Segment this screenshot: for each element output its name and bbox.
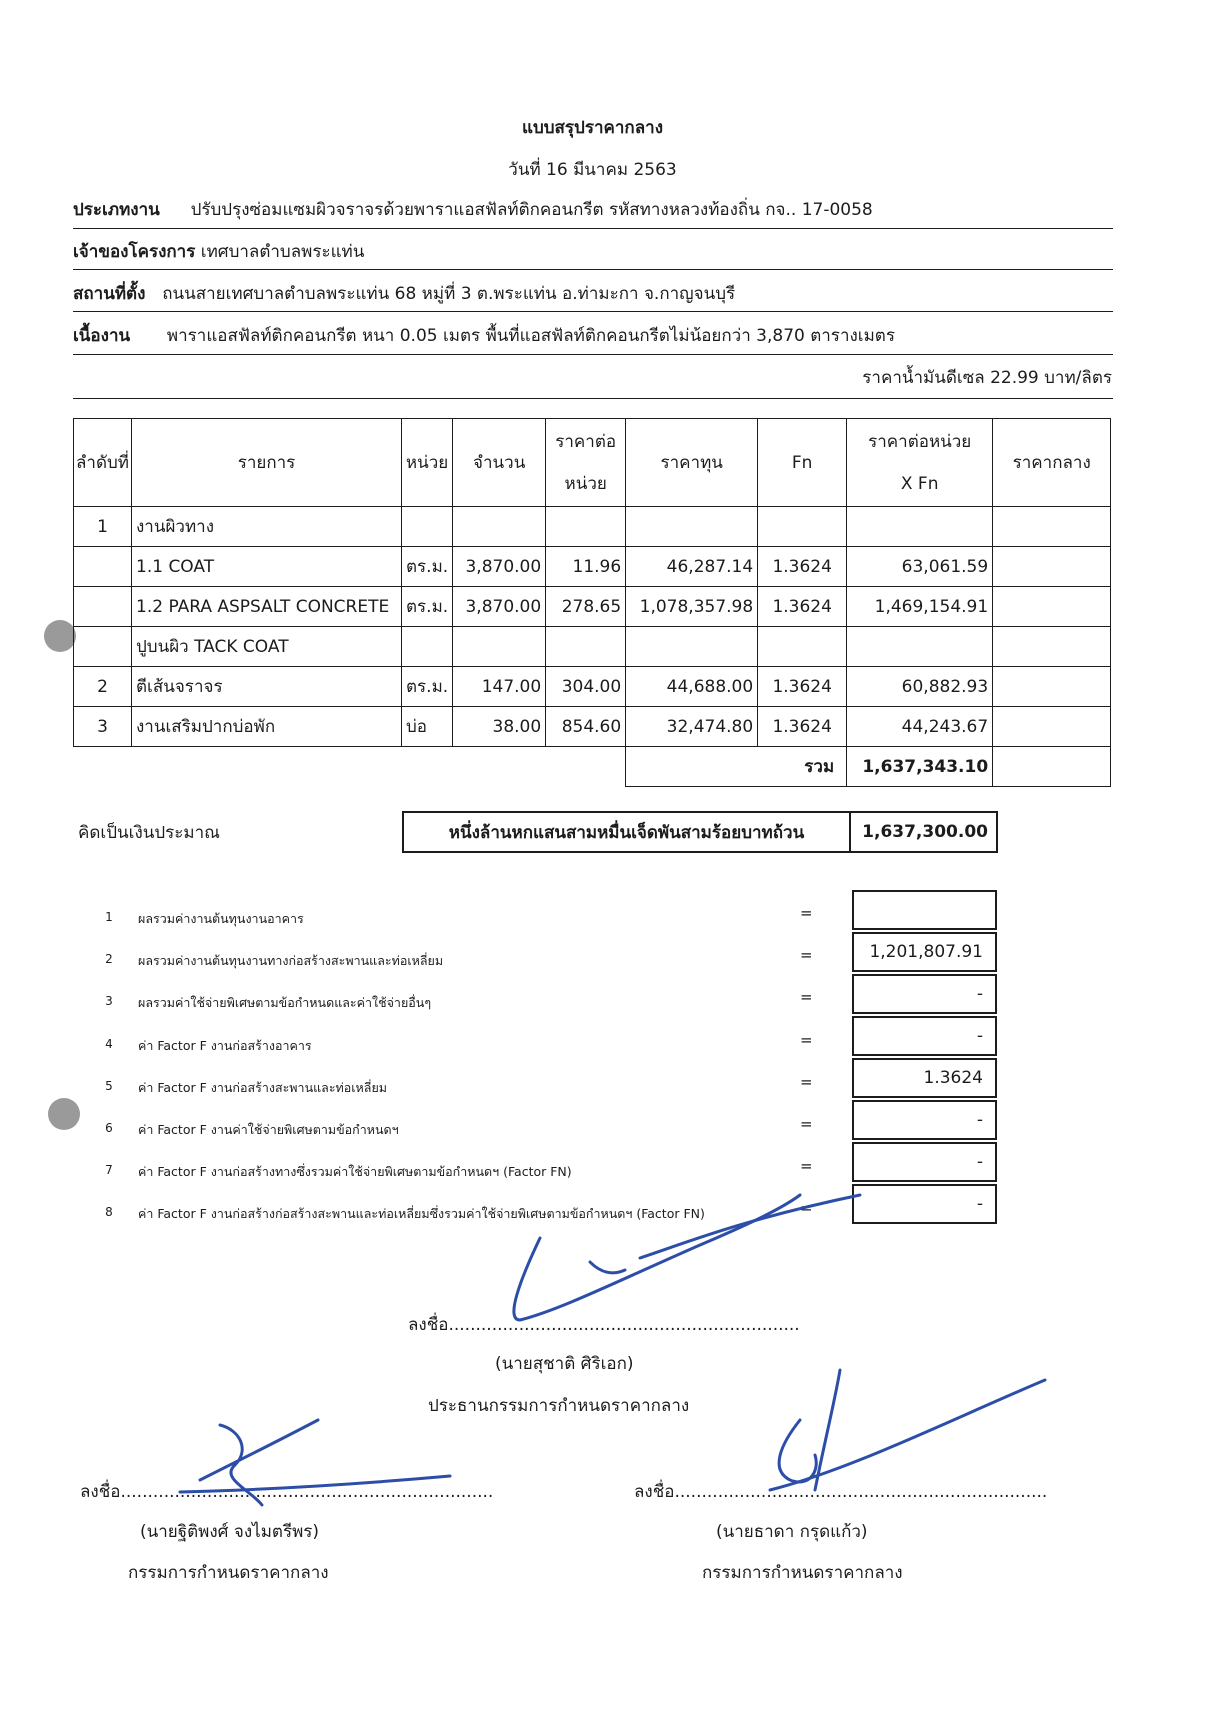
table-row: ปูบนผิว TACK COAT — [74, 627, 1111, 667]
approx-label: คิดเป็นเงินประมาณ — [78, 823, 220, 843]
scope-value: พาราแอสฟัลท์ติกคอนกรีต หนา 0.05 เมตร พื้นที่แอสฟัลท์ติกคอนกรีตไม่น้อยกว่า 3,870 ตารางเมตร — [166, 326, 895, 346]
header-cost: ราคาทุน — [626, 419, 758, 507]
left-title: กรรมการกำหนดราคากลาง — [128, 1563, 329, 1583]
header-item: รายการ — [132, 419, 402, 507]
scope-label: เนื้องาน — [73, 326, 131, 346]
table-row: 1 งานผิวทาง — [74, 507, 1111, 547]
document-date: วันที่ 16 มีนาคม 2563 — [508, 160, 677, 180]
right-sign-line: ลงชื่อ..................................................................... — [634, 1482, 1048, 1502]
total-label: รวม — [626, 747, 847, 787]
approx-value: 1,637,300.00 — [850, 812, 997, 852]
right-title: กรรมการกำหนดราคากลาง — [702, 1563, 903, 1583]
location-value: ถนนสายเทศบาลตำบลพระแท่น 68 หมู่ที่ 3 ต.พระแท่น อ.ท่ามะกา จ.กาญจนบุรี — [162, 284, 736, 304]
right-name: (นายธาดา กรุดแก้ว) — [716, 1522, 868, 1542]
chair-signature — [640, 1195, 860, 1258]
chair-name: (นายสุชาติ ศิริเอก) — [495, 1354, 634, 1374]
left-signature — [180, 1420, 450, 1505]
header-unit: หน่วย — [402, 419, 453, 507]
table-row: 1.1 COAT ตร.ม. 3,870.00 11.96 46,287.14 1.3624 63,061.59 — [74, 547, 1111, 587]
chair-signature — [514, 1195, 800, 1320]
header-median: ราคากลาง — [993, 419, 1111, 507]
total-value: 1,637,343.10 — [847, 747, 993, 787]
approx-text: หนึ่งล้านหกแสนสามหมื่นเจ็ดพันสามร้อยบาทถ้วน — [403, 812, 850, 852]
chair-title: ประธานกรรมการกำหนดราคากลาง — [428, 1396, 690, 1416]
owner-value: เทศบาลตำบลพระแท่น — [200, 242, 365, 262]
header-price-fn: ราคาต่อหน่วย X Fn — [847, 419, 993, 507]
diesel-price: ราคาน้ำมันดีเซล 22.99 บาท/ลิตร — [862, 368, 1112, 388]
header-fn: Fn — [758, 419, 847, 507]
document-title: แบบสรุปราคากลาง — [522, 118, 663, 138]
location-label: สถานที่ตั้ง — [73, 284, 146, 304]
header-qty: จำนวน — [453, 419, 546, 507]
table-row: 3 งานเสริมปากบ่อพัก บ่อ 38.00 854.60 32,474.80 1.3624 44,243.67 — [74, 707, 1111, 747]
work-type-label: ประเภทงาน — [73, 200, 160, 220]
table-row: 2 ตีเส้นจราจร ตร.ม. 147.00 304.00 44,688.00 1.3624 60,882.93 — [74, 667, 1111, 707]
right-signature — [770, 1370, 1045, 1490]
left-sign-line: ลงชื่อ..................................................................... — [80, 1482, 494, 1502]
work-type-value: ปรับปรุงซ่อมแซมผิวจราจรด้วยพาราแอสฟัลท์ติกคอนกรีต รหัสทางหลวงท้องถิ่น กจ.. 17-0058 — [190, 200, 873, 220]
owner-label: เจ้าของโครงการ — [73, 242, 196, 262]
left-name: (นายฐิติพงศ์ จงไมตรีพร) — [140, 1522, 320, 1542]
table-row: 1.2 PARA ASPSALT CONCRETE ตร.ม. 3,870.00 278.65 1,078,357.98 1.3624 1,469,154.91 — [74, 587, 1111, 627]
chair-signature — [590, 1262, 625, 1273]
chair-sign-line: ลงชื่อ................................................................. — [408, 1315, 800, 1335]
header-unit-price: ราคาต่อ หน่วย — [546, 419, 626, 507]
header-no: ลำดับที่ — [74, 419, 132, 507]
